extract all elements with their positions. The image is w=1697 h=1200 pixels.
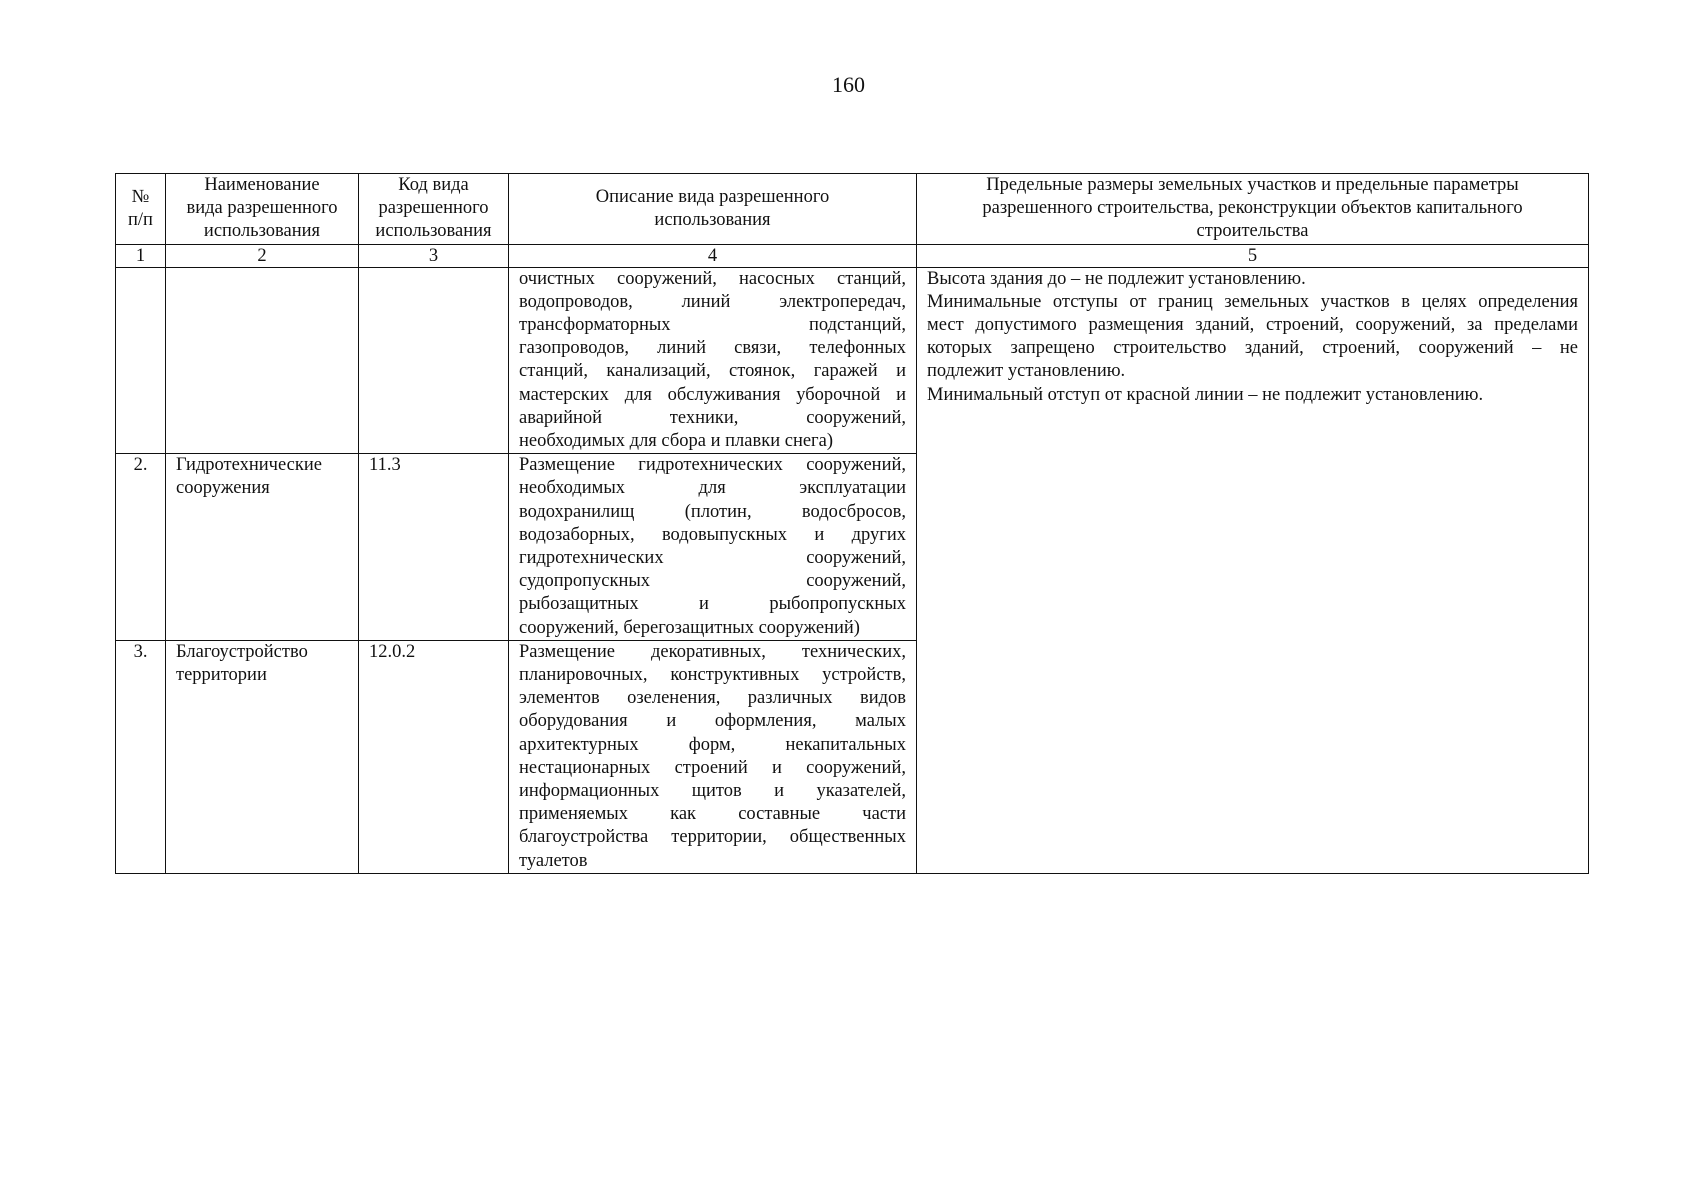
header-code-line: разрешенного: [378, 198, 489, 219]
header-code: [359, 174, 509, 245]
regulations-table: [115, 173, 1589, 874]
page-number: 160: [832, 72, 865, 97]
column-number: 2: [166, 244, 359, 267]
row-name-cell: [166, 454, 359, 641]
row-number-cell: [116, 267, 166, 454]
description-line: аварийной техники, сооружений,: [519, 407, 906, 428]
row-code-cell: [359, 267, 509, 454]
description-line: станций, канализаций, стоянок, гаражей и: [519, 361, 906, 382]
name-line: Гидротехнические: [176, 455, 322, 476]
description-line: планировочных, конструктивных устройств,: [519, 665, 906, 686]
table-row: [116, 267, 1589, 454]
parameters-line: Минимальный отступ от красной линии – не подлежит установлению.: [927, 384, 1484, 405]
column-number: 3: [359, 244, 509, 267]
description-line: сооружений, берегозащитных сооружений): [519, 617, 860, 638]
header-code-line: использования: [375, 221, 492, 242]
row-description-cell: [509, 267, 917, 454]
description-line: благоустройства территории, общественных: [519, 827, 906, 848]
description-line: водозаборных, водовыпускных и других: [519, 524, 906, 545]
header-description-line: Описание вида разрешенного: [595, 186, 830, 207]
row-description-cell: [509, 454, 917, 641]
description-line: Размещение гидротехнических сооружений,: [519, 455, 906, 476]
parameters-line: Высота здания до – не подлежит установлению.: [927, 268, 1306, 289]
header-parameters-line: Предельные размеры земельных участков и предельные параметры: [986, 175, 1519, 195]
column-numbers-row: [116, 244, 1589, 267]
column-number: 1: [116, 244, 166, 267]
header-number: [116, 174, 166, 245]
header-name-line: использования: [203, 221, 321, 242]
header-number-line: п/п: [128, 209, 153, 230]
description-line: необходимых для сбора и плавки снега): [519, 431, 834, 452]
description-line: водохранилищ (плотин, водосбросов,: [519, 501, 906, 522]
parameters-line: подлежит установлению.: [927, 361, 1126, 382]
description-line: водопроводов, линий электропередач,: [519, 291, 906, 312]
header-parameters: [917, 174, 1589, 245]
description-line: Размещение декоративных, технических,: [519, 641, 906, 662]
column-number: 5: [917, 244, 1589, 267]
description-line: рыбозащитных и рыбопропускных: [519, 594, 906, 615]
description-line: газопроводов, линий связи, телефонных: [519, 338, 906, 359]
description-line: судопропускных сооружений,: [519, 571, 906, 592]
description-line: архитектурных форм, некапитальных: [519, 734, 906, 755]
description-line: применяемых как составные части: [519, 804, 906, 825]
parameters-cell: [917, 267, 1589, 873]
header-parameters-line: разрешенного строительства, реконструкции объектов капитального: [982, 198, 1523, 219]
name-line: Благоустройство: [176, 641, 308, 662]
row-number-cell: 2.: [116, 454, 166, 641]
description-line: очистных сооружений, насосных станций,: [519, 268, 906, 289]
header-name: [166, 174, 359, 245]
header-description-line: использования: [654, 209, 771, 230]
description-line: информационных щитов и указателей,: [519, 781, 906, 802]
row-number-cell: 3.: [116, 640, 166, 873]
name-line: территории: [176, 665, 267, 686]
description-line: туалетов: [519, 850, 588, 871]
row-code-cell: 11.3: [359, 454, 509, 641]
description-line: трансформаторных подстанций,: [519, 315, 906, 336]
description-line: элементов озеленения, различных видов: [519, 688, 906, 709]
description-line: мастерских для обслуживания уборочной и: [519, 384, 906, 405]
row-description-cell: [509, 640, 917, 873]
column-number: 4: [509, 244, 917, 267]
parameters-line: Минимальные отступы от границ земельных участков в целях определения: [927, 291, 1578, 312]
row-code-cell: 12.0.2: [359, 640, 509, 873]
parameters-line: мест допустимого размещения зданий, строений, сооружений, за пределами: [927, 315, 1578, 336]
description-line: гидротехнических сооружений,: [519, 548, 906, 569]
header-row: [116, 174, 1589, 245]
description-line: нестационарных строений и сооружений,: [519, 757, 906, 778]
row-name-cell: [166, 640, 359, 873]
parameters-line: которых запрещено строительство зданий, строений, сооружений – не: [927, 338, 1578, 359]
description-line: оборудования и оформления, малых: [519, 711, 906, 732]
header-name-line: вида разрешенного: [186, 198, 338, 219]
row-name-cell: [166, 267, 359, 454]
name-line: сооружения: [176, 478, 270, 499]
header-description: [509, 174, 917, 245]
header-number-line: №: [131, 186, 150, 207]
header-code-line: Код вида: [398, 175, 469, 195]
header-parameters-line: строительства: [1196, 221, 1309, 242]
header-name-line: Наименование: [204, 175, 320, 195]
description-line: необходимых для эксплуатации: [519, 478, 906, 499]
